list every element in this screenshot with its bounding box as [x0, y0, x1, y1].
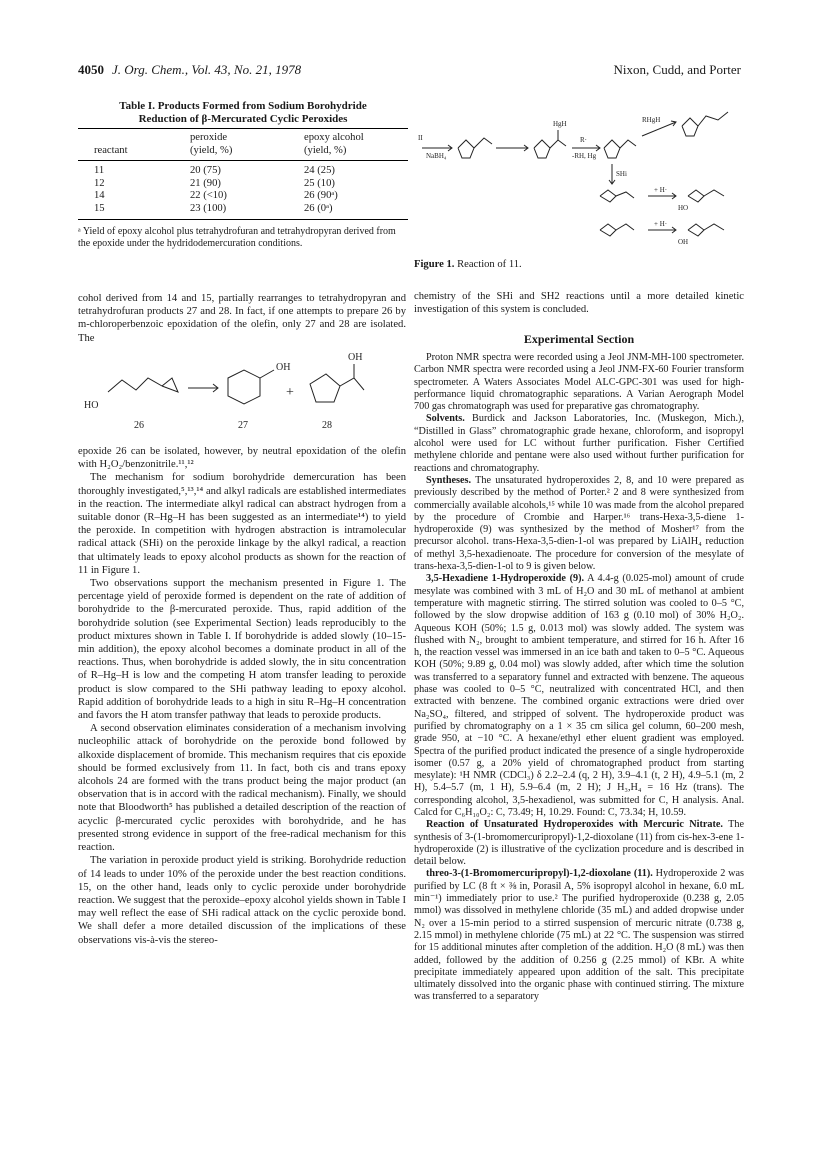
section-heading: Experimental Section — [523, 332, 635, 346]
running-head-left — [78, 62, 301, 78]
figure-label-rhgh: RHgH — [642, 116, 661, 124]
ring-hg — [534, 140, 550, 158]
paragraph-text: A second observation eliminates consideration of a mechanism involving nucleophilic attack of borohydride on the peroxide bond followed by alkoxide displacement of bromide. This mechanism requires that cis epoxide should be formed exclusively from 11. In fact, both cis and trans epoxy alcohols 24 are formed with the trans product being the major product (an observation that is in accord with the radical mechanism). Finally, we should note that Bloodworth⁵ has published a detailed description of the reaction of acyclic β-mercurated cyclic peroxides with borohydride, and he has presented strong evidence in support of the free-radical mechanism for this reaction. — [78, 723, 406, 854]
figure-1 — [414, 100, 746, 280]
figure-label-roman: II — [418, 134, 423, 142]
scheme-label-27: 27 — [238, 420, 248, 431]
furan-28 — [310, 374, 340, 402]
paragraph-heading: threo-3-(1-Bromomercuripropyl)-1,2-dioxolane (11). — [426, 868, 653, 880]
table-row — [78, 161, 408, 178]
table-header-reactant: reactant — [78, 145, 188, 161]
chain-26 — [108, 378, 162, 392]
figure-1-caption — [414, 259, 522, 270]
figure-caption-text: Reaction of 11. — [457, 259, 522, 270]
ring-peroxide — [682, 118, 698, 136]
pyran-27 — [228, 370, 260, 404]
paragraph-text: The unsaturated hydroperoxides 2, 8, and 10 were prepared as previously described by the method of Porter.² 2 and 8 were synthesized from commercially available alcohols,¹⁵ while 10 was made from the alcohol prepared by the procedure of Crombie and Harper.¹⁶ trans-Hexa-3,5-diene 1-hydroperoxide (9) was synthesized by the method of Mosher¹⁷ from the precursor alcohol. trans-Hexa-3,5-dien-1-ol was prepared by LiAlH₄ reduction of methyl 3,5-hexadienoate. The procedure for conversion of the mesylate of trans-hexa-3,5-dien-1-ol to 9 is given below. — [414, 474, 744, 573]
figure-caption-label: Figure 1. — [414, 259, 455, 270]
paragraph-heading: Syntheses. — [426, 474, 472, 486]
scheme-oh-2: OH — [348, 352, 363, 363]
paragraph-text: The mechanism for sodium borohydride demercuration has been thoroughly investigated,⁵,¹³,¹⁴ and alkyl radicals are established intermediates in the reaction. The intermediate alkyl radical can abstract hydrogen from a suitable donor (R–Hg–H has been suggested as an intermediate¹⁴) to yield the peroxide. In competition with hydrogen abstraction is intramolecular radical attack (SHi) on the peroxide linkage by the alkyl radical, a reaction that ultimately leads to epoxy alcohol products as shown for the reaction of 11 in Figure 1. — [78, 472, 406, 576]
table-header-epoxy: epoxy alcohol — [302, 129, 408, 145]
scheme-26-27-28 — [78, 352, 408, 432]
paragraph-text: A 4.4-g (0.025-mol) amount of crude mesylate was combined with 3 mL of H₂O and 30 mL of methanol at ambient temperature with magnetic stirring. The stirred solution was cooled to 0–5 °C, followed by the slow dropwise addition of 163 g (0.10 mol) of 30% H₂O₂. Aqueous KOH (50%; 1.5 g, 0.013 mol) was slowly added. The system was flushed with N₂, brought to ambient temperature, and stirred for 16 h. After 16 h, the reaction vessel was immersed in an ice bath and taken to 0–5 °C. Aqueous KOH (50%; 9.89 g, 0.04 mol) was slowly added, after which time the solution was transferred to a separatory funnel and extracted with benzene. The aqueous phase was cooled to 0–5 °C, neutralized with concentrated HCl, and then extracted with benzene. The combined organic extractions were dried over Na₂SO₄, filtered, and stripped of solvent. The hydroperoxide product was purified by chromatography on a 1 × 35 cm silica gel column, 60–200 mesh, grade 950, at −10 °C. A hexane/ethyl ether eluent gradient was employed. Spectra of the purified product indicated the presence of a single hydroperoxide isomer (0.57 g, a 20% yield of chromatographed product from starting mesylate): ¹H NMR (CDCl₃) δ 2.2–2.4 (q, 2 H), 3.9–4.1 (t, 2 H), 4.9–5.1 (m, 2 H), 5.4–5.7 (m, 1 H), 5.9–6.4 (m, 2 H); J H₃,H₄ = 16 Hz (trans). The corresponding alcohol, 3,5-hexadienol, was submitted for C, H analysis. Anal. Calcd for C₆H₁₀O₂: C, 73.49; H, 10.29. Found: C, 73.34; H, 10.59. — [414, 573, 744, 818]
paragraph-text: The variation in peroxide product yield is striking. Borohydride reduction of 14 leads to under 10% of the peroxide under the best reaction conditions. 15, on the other hand, leads only to cyclic peroxide under borohydride reaction. We suggest that the peroxide–epoxy alcohol yields shown in Table I may well reflect the ease of SHi radical attack on the cyclic peroxide bond. We shall defer a more detailed discussion of the implications of these observations vis-à-vis the stereo- — [78, 855, 406, 946]
ring-radical — [604, 140, 620, 158]
table-1 — [78, 100, 408, 250]
scheme-oh-1: OH — [276, 362, 291, 373]
table-cell: 12 — [94, 177, 105, 189]
page-number: 4050 — [78, 62, 104, 77]
table-cell: 14 — [94, 190, 105, 201]
epoxide-c — [600, 224, 616, 236]
right-paragraph-1 — [414, 290, 744, 316]
table-cell: 23 (100) — [188, 203, 302, 220]
table-row — [78, 203, 408, 220]
paragraph-text: The synthesis of 3-(1-bromomercuripropyl)-1,2-dioxolane (11) from cis-hex-3-ene 1-hydroperoxide (2) is illustrative of the cyclization procedure and is described in detail below. — [414, 819, 745, 868]
table-title-line-2: Reduction of β-Mercurated Cyclic Peroxides — [138, 113, 348, 125]
table-header-peroxide-yield: (yield, %) — [188, 145, 302, 161]
figure-label-hgh: HgH — [553, 120, 567, 128]
paragraph-text: epoxide 26 can be isolated, however, by neutral epoxidation of the olefin with H₂O₂/benzonitrile.¹¹,¹² — [78, 446, 406, 471]
scheme-plus: + — [286, 385, 294, 400]
table-header-epoxy-yield: (yield, %) — [302, 145, 408, 161]
table-title — [78, 100, 408, 126]
paragraph-heading: 3,5-Hexadiene 1-Hydroperoxide (9). — [426, 573, 585, 585]
paragraph-text: cohol derived from 14 and 15, partially rearranges to tetrahydropyran and tetrahydrofuran products 27 and 28. In fact, if one attempts to prepare 26 by m-chloroperbenzoic epoxidation of the olefin, only 27 and 28 are isolated. The — [78, 293, 406, 344]
paragraph-heading: Reaction of Unsaturated Hydroperoxides with Mercuric Nitrate. — [426, 819, 723, 831]
paragraph-heading: Solvents. — [426, 413, 465, 425]
epoxide-b — [688, 190, 704, 202]
figure-label-ho: HO — [678, 204, 689, 212]
table-cell: 24 (25) — [304, 165, 335, 176]
figure-label-nabh4: NaBH₄ — [426, 152, 447, 160]
scheme-ho: HO — [84, 400, 99, 411]
table-cell: 26 (0ᵃ) — [302, 203, 408, 220]
table-cell: 11 — [94, 165, 105, 176]
table-cell: 21 (90) — [190, 177, 221, 189]
table-cell: 15 — [78, 203, 188, 220]
scheme-label-26: 26 — [134, 420, 144, 431]
paragraph-text: Proton NMR spectra were recorded using a Jeol JNM-MH-100 spectrometer. Carbon NMR spectra were recorded using a Jeol JNM-FX-60 Fourier transform spectrometer. A Waters Associates Model ALC-GPC-301 was used for high-performance liquid chromatographic separations. A Varian Aerograph Model 700 gas chromatograph was used for preparative gas chromatography. — [414, 352, 744, 413]
experimental-body — [414, 352, 744, 1004]
table-title-line-1: Table I. Products Formed from Sodium Borohydride — [119, 100, 367, 112]
table-cell: 25 (10) — [304, 177, 335, 189]
figure-label-h2: + H· — [654, 220, 668, 228]
paragraph-text: Hydroperoxide 2 was purified by LC (8 ft × ⅜ in, Porasil A, 5% isopropyl alcohol in hexane, 6.0 mL min⁻¹) immediately prior to use.² The purified hydroperoxide (0.238 g, 2.05 mmol) was dissolved in methylene chloride (35 mL) and added dropwise under N₂ over a 15-min period to a stirred suspension of mercuric nitrate (0.738 g, 2.15 mmol) in methylene chloride (75 mL) at 22 °C. The suspension was stirred for 15 additional minutes after completion of the addition. H₂O (8 mL) was then added, followed by the addition of 0.256 g (2.25 mmol) of KBr. A white precipitate immediately appeared upon addition of the salt. This precipitate ultimately dissolved into the organic phase with continued stirring. The mixture was transferred to a separatory — [414, 868, 745, 1003]
journal-citation: J. Org. Chem., Vol. 43, No. 21, 1978 — [112, 62, 302, 77]
figure-label-h1: + H· — [654, 186, 668, 194]
epoxide-26 — [162, 378, 178, 392]
epoxide-d — [688, 224, 704, 236]
running-head — [78, 62, 741, 82]
table-header-peroxide: peroxide — [188, 129, 302, 145]
table-cell: 22 (<10) — [190, 190, 227, 201]
table-cell: 20 (75) — [190, 165, 221, 176]
paragraph-text: Burdick and Jackson Laboratories, Inc. (Muskegon, Mich.), “Distilled in Glass” chromatographic grade hexane, chloroform, and isopropyl alcohol were used for LC without further purification. Fisher Certified methylene chloride and pentane were also used without further purification for reactions and chromatography. — [414, 413, 744, 474]
table-footnote: ᵃ Yield of epoxy alcohol plus tetrahydrofuran and tetrahydropyran derived from the epoxide under the hydridodemercuration conditions. — [78, 226, 396, 249]
figure-label-r: R· — [580, 136, 587, 144]
table-row — [78, 178, 408, 191]
figure-label-rh-hg: -RH, Hg — [572, 152, 597, 160]
table-header-blank — [78, 129, 188, 145]
figure-label-oh: OH — [678, 238, 689, 246]
paragraph-text: chemistry of the SHi and SH2 reactions until a more detailed kinetic investigation of this system is concluded. — [414, 291, 744, 316]
epoxide-a — [600, 190, 616, 202]
figure-label-shi: SHi — [616, 170, 627, 178]
table-cell: 26 (90ᵃ) — [304, 190, 338, 201]
scheme-svg — [78, 352, 408, 432]
figure-1-scheme — [414, 100, 746, 260]
scheme-label-28: 28 — [322, 420, 332, 431]
paragraph-text: Two observations support the mechanism presented in Figure 1. The percentage yield of peroxide formed is dependent on the rate of addition of borohydride to the β-mercurated peroxide. Thus, rapid addition of the borohydride solution (see Experimental Section) leads reproducibly to the product mixtures shown in Table I. If borohydride is added slowly (10–15-min addition), the epoxy alcohol becomes a dominate product in all of the reactions. Thus, when borohydride is added slowly, the in situ concentration of R–Hg–H is low and the competing H atom transfer leading to peroxide product is slow compared to the SHi pathway leading to epoxy alcohol. Rapid addition of borohydride leads to a high in situ R–Hg–H concentration and favors the H atom transfer pathway that leads to peroxide products. — [78, 578, 406, 722]
left-paragraph-1 — [78, 292, 406, 345]
products-table — [78, 128, 408, 220]
ring-start — [458, 140, 474, 158]
table-row — [78, 190, 408, 203]
running-head-authors: Nixon, Cudd, and Porter — [613, 62, 741, 77]
left-body — [78, 445, 406, 947]
